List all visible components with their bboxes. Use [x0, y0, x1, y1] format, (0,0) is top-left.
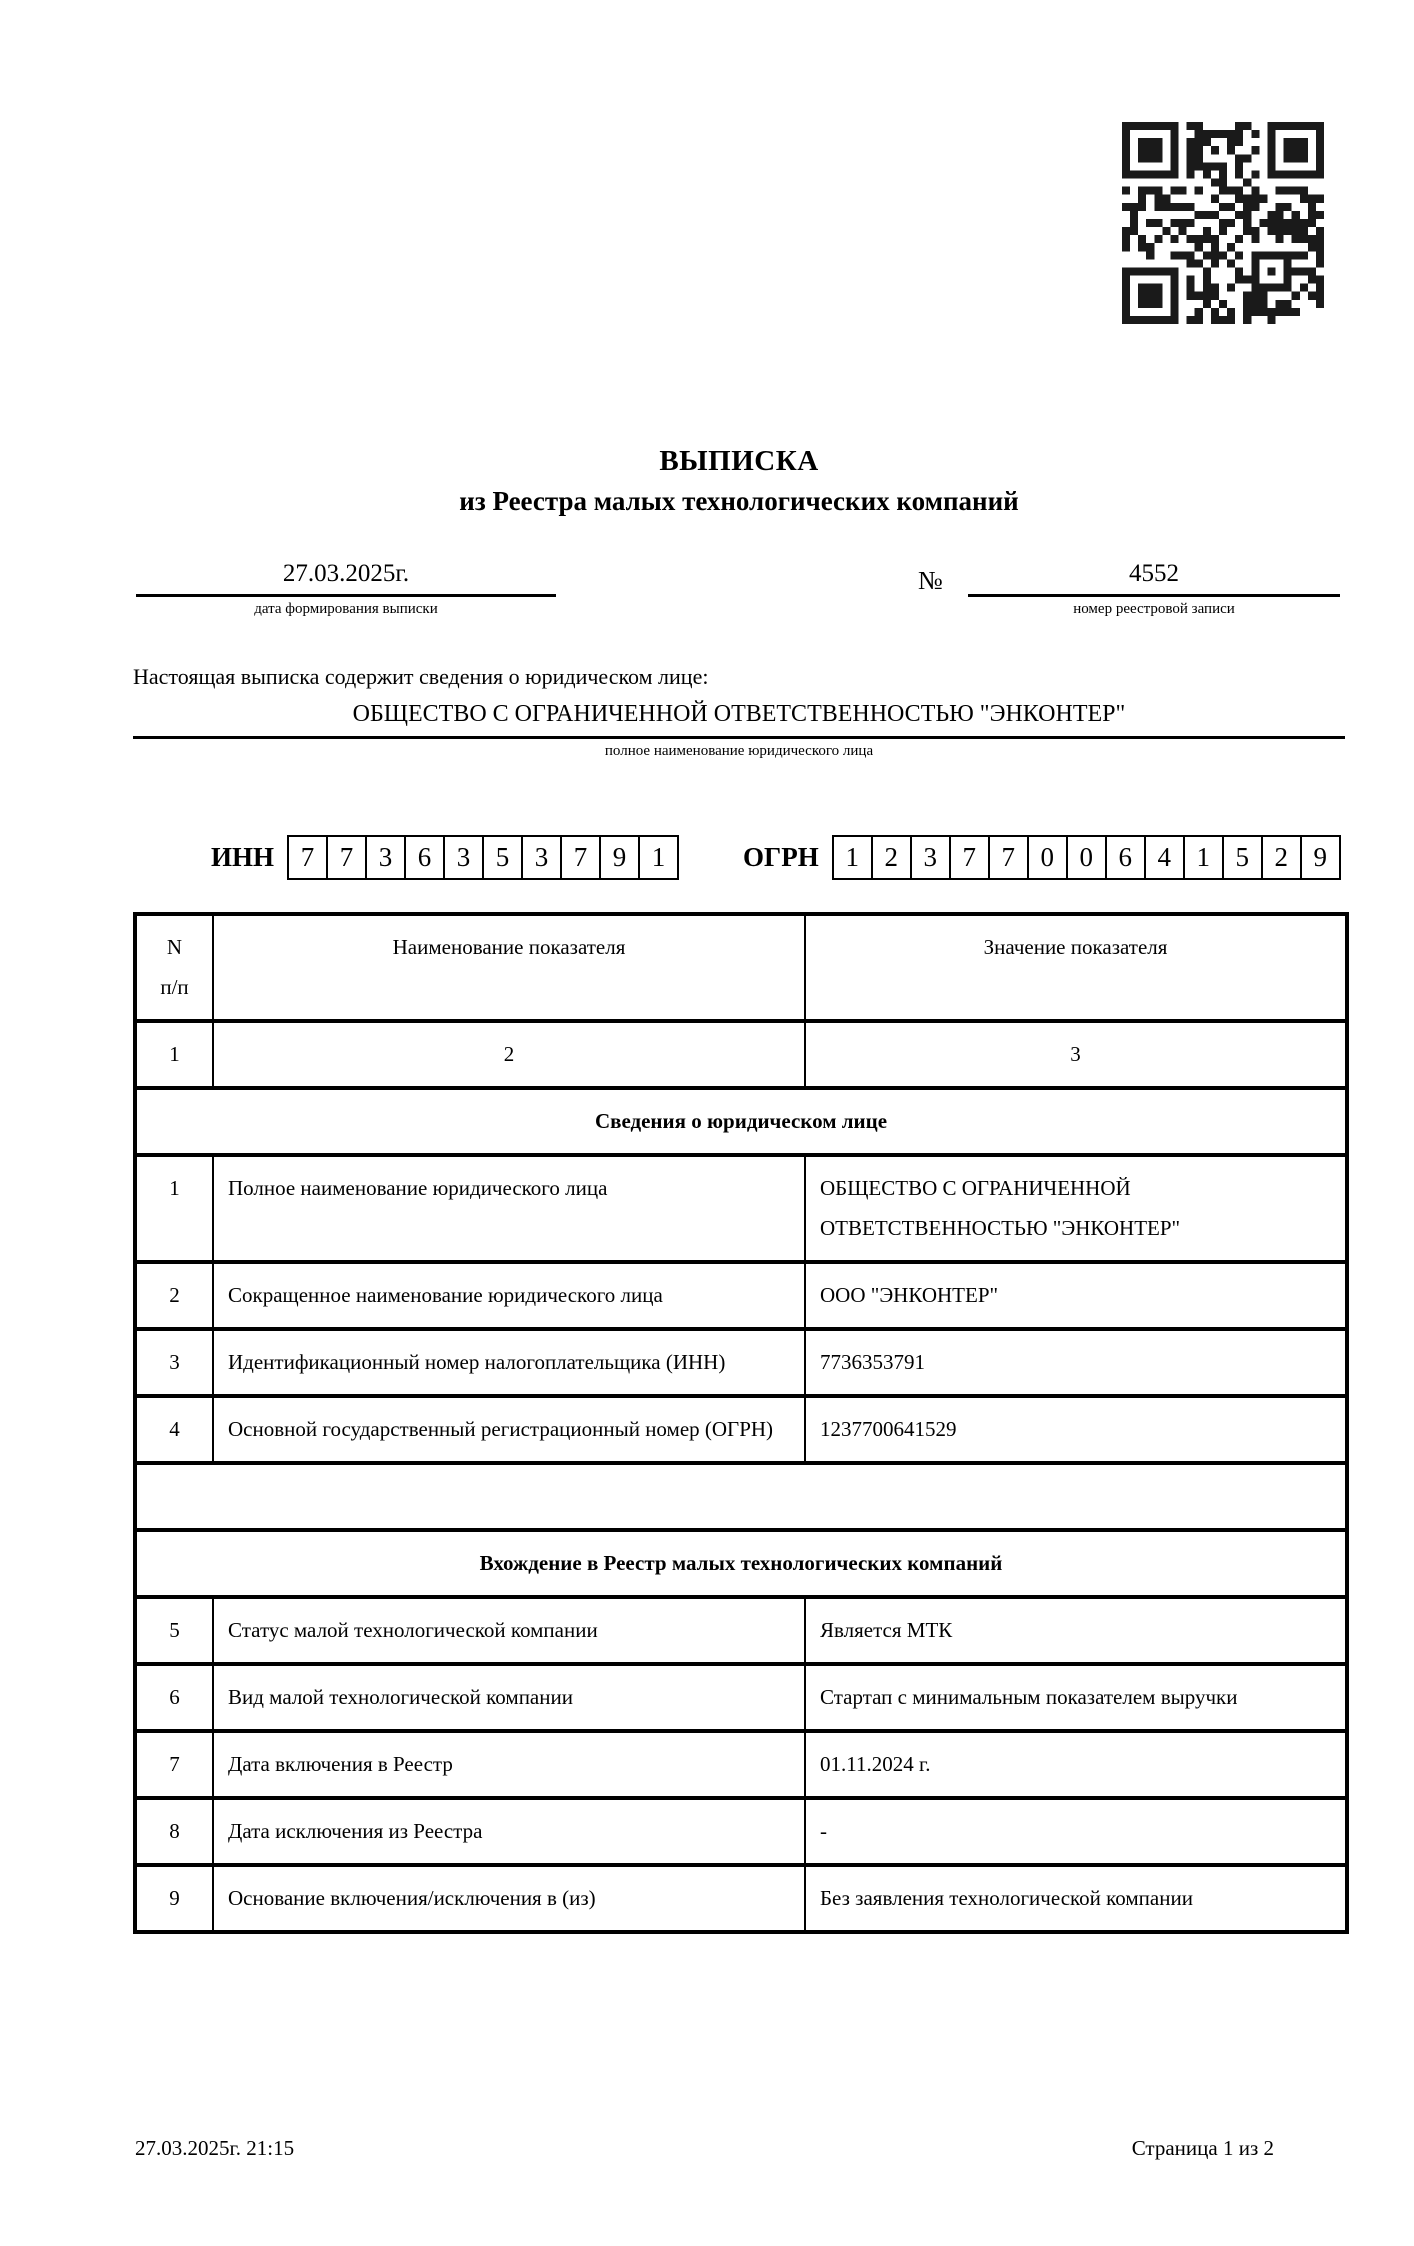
table-row: [135, 1088, 1347, 1155]
indicator-value-cell: 01.11.2024 г.: [805, 1731, 1347, 1798]
inn-digit-cell: 3: [443, 835, 484, 880]
inn-digit-cell: 5: [482, 835, 523, 880]
indicator-value-cell: 7736353791: [805, 1329, 1347, 1396]
qr-code: [1122, 122, 1324, 324]
ogrn-digit-cell: 1: [1183, 835, 1224, 880]
row-number-cell: 9: [135, 1865, 213, 1932]
table-row: [135, 1262, 1347, 1329]
column-number-cell: 2: [213, 1021, 805, 1088]
title-line1: ВЫПИСКА: [659, 445, 819, 477]
table-row: [135, 1798, 1347, 1865]
table-row: [135, 1396, 1347, 1463]
full-name-value: ОБЩЕСТВО С ОГРАНИЧЕННОЙ ОТВЕТСТВЕННОСТЬЮ "ЭНКОНТЕР": [133, 701, 1345, 739]
row-number-cell: 5: [135, 1597, 213, 1664]
ogrn-digit-cell: 3: [910, 835, 951, 880]
indicator-name-cell: Основной государственный регистрационный номер (ОГРН): [213, 1396, 805, 1463]
indicator-name-cell: Дата исключения из Реестра: [213, 1798, 805, 1865]
indicator-name-cell: Полное наименование юридического лица: [213, 1155, 805, 1262]
row-number-cell: 6: [135, 1664, 213, 1731]
row-number-cell: 7: [135, 1731, 213, 1798]
row-number-cell: 8: [135, 1798, 213, 1865]
footer-page-number: Страница 1 из 2: [1131, 2136, 1274, 2160]
inn-digit-cell: 3: [521, 835, 562, 880]
header-num-cell: [135, 914, 213, 1021]
header-name-cell: Наименование показателя: [213, 914, 805, 1021]
column-number-cell: 1: [135, 1021, 213, 1088]
indicator-value-cell: ОБЩЕСТВО С ОГРАНИЧЕННОЙ ОТВЕТСТВЕННОСТЬЮ "ЭНКОНТЕР": [805, 1155, 1347, 1262]
column-number-cell: 3: [805, 1021, 1347, 1088]
indicator-value-cell: -: [805, 1798, 1347, 1865]
indicator-value-cell: ООО "ЭНКОНТЕР": [805, 1262, 1347, 1329]
row-number-cell: 1: [135, 1155, 213, 1262]
issue-date-field: [136, 560, 556, 618]
registry-table-body: [135, 1021, 1347, 1932]
inn-digit-cell: 7: [560, 835, 601, 880]
inn-digit-cell: 3: [365, 835, 406, 880]
indicator-name-cell: Сокращенное наименование юридического лица: [213, 1262, 805, 1329]
table-row: [135, 1329, 1347, 1396]
table-row: [135, 1597, 1347, 1664]
indicator-name-cell: Вид малой технологической компании: [213, 1664, 805, 1731]
title-line2: из Реестра малых технологических компаний: [459, 486, 1019, 516]
header-value-cell: Значение показателя: [805, 914, 1347, 1021]
inn-label: ИНН: [211, 842, 275, 872]
ogrn-digit-cell: 0: [1066, 835, 1107, 880]
ogrn-digit-cell: 2: [871, 835, 912, 880]
table-row: [135, 1463, 1347, 1530]
ogrn-digit-cell: 1: [832, 835, 873, 880]
inn-digit-cell: 7: [287, 835, 328, 880]
inn-boxes: [287, 835, 679, 880]
indicator-value-cell: 1237700641529: [805, 1396, 1347, 1463]
table-row: [135, 1664, 1347, 1731]
ogrn-digit-cell: 2: [1261, 835, 1302, 880]
inn-digit-cell: 1: [638, 835, 679, 880]
header-num-line2: п/п: [160, 975, 189, 999]
full-name-caption: полное наименование юридического лица: [604, 743, 874, 759]
ogrn-label: ОГРН: [743, 842, 819, 872]
table-row: [135, 1865, 1347, 1932]
indicator-value-cell: Стартап с минимальным показателем выручки: [805, 1664, 1347, 1731]
ogrn-digit-cell: 9: [1300, 835, 1341, 880]
ogrn-digit-cell: 5: [1222, 835, 1263, 880]
table-header-row: [135, 914, 1347, 1021]
ogrn-digit-cell: 0: [1027, 835, 1068, 880]
issue-date-caption: дата формирования выписки: [254, 601, 438, 617]
registry-table: [133, 912, 1349, 1934]
number-sign: №: [918, 566, 943, 595]
table-row: [135, 1021, 1347, 1088]
record-number-field: [968, 560, 1340, 618]
section-header-cell: Сведения о юридическом лице: [135, 1088, 1347, 1155]
codes-row: [133, 835, 1345, 880]
header-num-line1: N: [166, 935, 183, 959]
empty-row-cell: [135, 1463, 1347, 1530]
ogrn-digit-cell: 7: [949, 835, 990, 880]
indicator-value-cell: Без заявления технологической компании: [805, 1865, 1347, 1932]
intro-text: Настоящая выписка содержит сведения о юридическом лице:: [133, 664, 709, 689]
full-name-field: [133, 701, 1345, 760]
inn-digit-cell: 9: [599, 835, 640, 880]
document-title: [133, 444, 1345, 518]
indicator-name-cell: Дата включения в Реестр: [213, 1731, 805, 1798]
record-number-caption: номер реестровой записи: [1073, 601, 1235, 617]
inn-digit-cell: 7: [326, 835, 367, 880]
table-row: [135, 1731, 1347, 1798]
indicator-name-cell: Идентификационный номер налогоплательщика (ИНН): [213, 1329, 805, 1396]
footer-timestamp: 27.03.2025г. 21:15: [135, 2136, 295, 2160]
row-number-cell: 3: [135, 1329, 213, 1396]
row-number-cell: 2: [135, 1262, 213, 1329]
ogrn-digit-cell: 6: [1105, 835, 1146, 880]
section-header-cell: Вхождение в Реестр малых технологических компаний: [135, 1530, 1347, 1597]
indicator-value-cell: Является МТК: [805, 1597, 1347, 1664]
table-row: [135, 1155, 1347, 1262]
row-number-cell: 4: [135, 1396, 213, 1463]
ogrn-digit-cell: 4: [1144, 835, 1185, 880]
inn-digit-cell: 6: [404, 835, 445, 880]
indicator-name-cell: Основание включения/исключения в (из): [213, 1865, 805, 1932]
table-row: [135, 1530, 1347, 1597]
record-number-value: 4552: [968, 560, 1340, 597]
indicator-name-cell: Статус малой технологической компании: [213, 1597, 805, 1664]
ogrn-boxes: [832, 835, 1341, 880]
ogrn-digit-cell: 7: [988, 835, 1029, 880]
issue-date-value: 27.03.2025г.: [136, 560, 556, 597]
